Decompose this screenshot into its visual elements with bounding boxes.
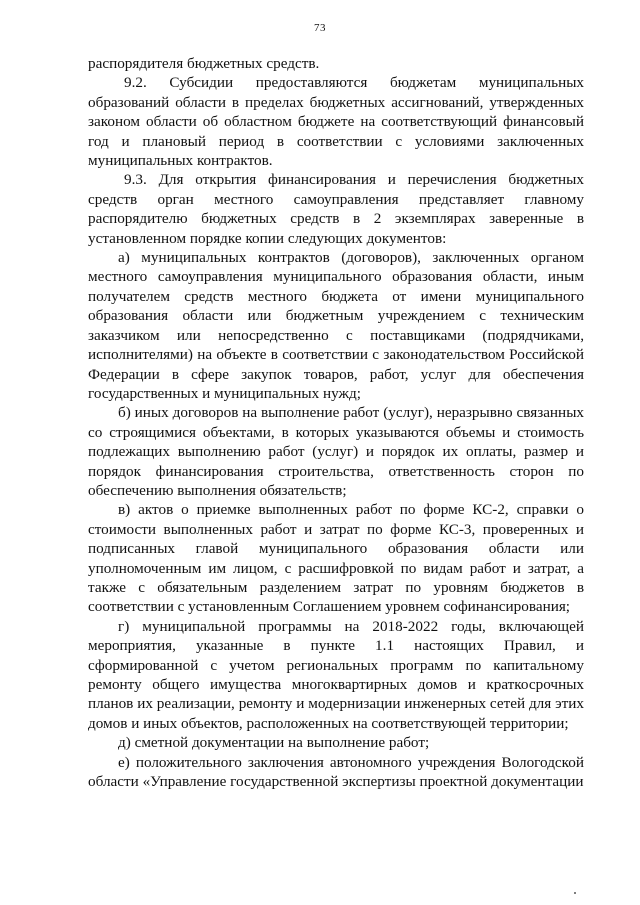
list-item-g: г) муниципальной программы на 2018-2022 годы, включающей мероприятия, указанные в пункте 1.1 настоящих Правил, и сформированной с учетом региональных программ по капитальному ремонту общего имущества многоквартирных домов и краткосрочных планов их реализации, ремонту и модернизации инженерных сетей для этих домов и иных объектов, расположенных на соответствующей территории; bbox=[88, 617, 584, 732]
list-item-d: д) сметной документации на выполнение работ; bbox=[118, 734, 430, 752]
scan-speck bbox=[574, 892, 576, 894]
document-body bbox=[88, 54, 584, 791]
paragraph-9-3: 9.3. Для открытия финансирования и перечисления бюджетных средств орган местного самоуправления представляет главному распорядителю бюджетных средств в 2 экземплярах заверенные в установленном порядке копии следующих документов: bbox=[88, 171, 584, 247]
paragraph-continuation: распорядителя бюджетных средств. bbox=[88, 55, 320, 72]
list-item-v: в) актов о приемке выполненных работ по форме КС-2, справки о стоимости выполненных работ и затрат по форме КС-3, проверенных и подписанных главой муниципального образования области или уполномоченным им лицом, с расшифровкой по видам работ и затрат, а также с обязательным разделением затрат по уровням бюджетов в соответствии с установленным Соглашением уровнем софинансирования; bbox=[88, 501, 584, 616]
list-item-a: а) муниципальных контрактов (договоров), заключенных органом местного самоуправления муниципального образования области, иным получателем средств местного бюджета от имени муниципального образования области или бюджетным учреждением с техническим заказчиком или непосредственно с поставщиками (подрядчиками, исполнителями) на объекте в соответствии с законодательством Российской Федерации в сфере закупок товаров, работ, услуг для обеспечения государственных и муниципальных нужд; bbox=[88, 249, 584, 402]
list-item-e: е) положительного заключения автономного учреждения Вологодской области «Управление государственной экспертизы проектной документации bbox=[88, 753, 584, 791]
list-item-b: б) иных договоров на выполнение работ (услуг), неразрывно связанных со строящимися объектами, в которых указываются объемы и стоимость подлежащих выполнению работ (услуг) и порядок их оплаты, размер и порядок финансирования строительства, ответственность сторон по обеспечению выполнения обязательств; bbox=[88, 404, 584, 499]
page-number: 73 bbox=[314, 22, 326, 34]
paragraph-9-2: 9.2. Субсидии предоставляются бюджетам муниципальных образований области в пределах бюджетных ассигнований, утвержденных законом области об областном бюджете на соответствующий финансовый год и плановый период в соответствии с условиями заключенных муниципальных контрактов. bbox=[88, 74, 584, 170]
